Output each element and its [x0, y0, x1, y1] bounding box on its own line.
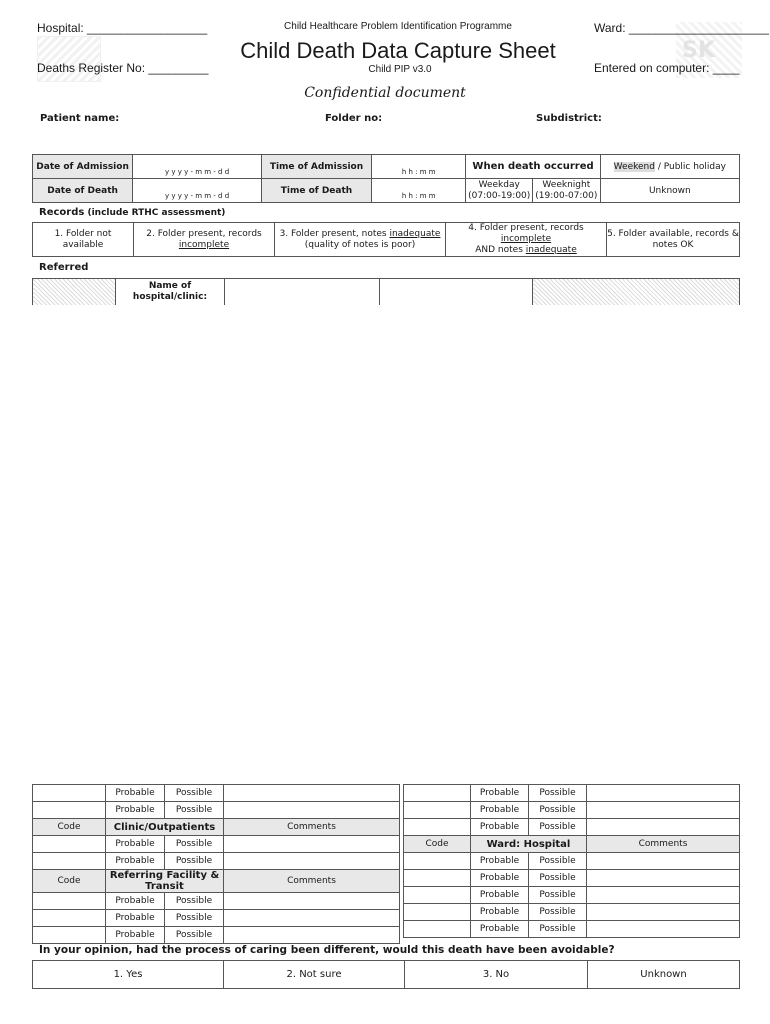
code-cell[interactable]	[33, 927, 106, 944]
admission-table	[32, 154, 740, 203]
problems-left-table	[32, 784, 400, 944]
records-option-1-text: 1. Folder not available	[54, 228, 112, 250]
probable-option[interactable]: Probable	[471, 921, 529, 938]
ward-field[interactable]: Ward: _____________________	[594, 21, 770, 35]
clinic-outpatients-header: Clinic/Outpatients	[106, 819, 224, 836]
avoidable-no-option[interactable]: 3. No	[405, 961, 588, 989]
referred-table	[32, 278, 740, 305]
records-option-4[interactable]	[446, 223, 607, 257]
code-cell[interactable]	[33, 802, 106, 819]
probable-option[interactable]: Probable	[106, 893, 165, 910]
comments-header: Comments	[224, 819, 400, 836]
page-title: Child Death Data Capture Sheet	[240, 38, 556, 63]
records-option-3[interactable]	[275, 223, 446, 257]
code-cell[interactable]	[404, 904, 471, 921]
comment-cell[interactable]	[587, 853, 740, 870]
code-header: Code	[33, 819, 106, 836]
possible-option[interactable]: Possible	[529, 887, 587, 904]
records-option-5-text: 5. Folder available, records & notes OK	[607, 228, 739, 250]
date-admission-input[interactable]: y y y y - m m - d d	[133, 155, 262, 179]
code-cell[interactable]	[404, 853, 471, 870]
possible-option[interactable]: Possible	[165, 802, 224, 819]
public-holiday-text: / Public holiday	[654, 161, 726, 172]
probable-option[interactable]: Probable	[106, 785, 165, 802]
possible-option[interactable]: Possible	[529, 802, 587, 819]
weekday-option[interactable]: Weekday (07:00-19:00)	[466, 179, 533, 203]
possible-option[interactable]: Possible	[165, 893, 224, 910]
entered-on-computer-field[interactable]: Entered on computer: ____	[594, 61, 740, 75]
comments-header: Comments	[587, 836, 740, 853]
probable-option[interactable]: Probable	[106, 853, 165, 870]
referring-facility-header: Referring Facility & Transit	[106, 870, 224, 893]
records-note: (include RTHC assessment)	[84, 208, 226, 218]
avoidable-options-table	[32, 960, 740, 989]
patient-name-field[interactable]: Patient name:	[40, 113, 120, 124]
weekend-text: Weekend	[613, 161, 655, 172]
code-cell[interactable]	[404, 887, 471, 904]
comment-cell[interactable]	[224, 836, 400, 853]
possible-option[interactable]: Possible	[165, 927, 224, 944]
probable-option[interactable]: Probable	[106, 802, 165, 819]
records-option-3-note: (quality of notes is poor)	[304, 239, 416, 250]
comment-cell[interactable]	[224, 802, 400, 819]
comment-cell[interactable]	[587, 887, 740, 904]
probable-option[interactable]: Probable	[471, 802, 529, 819]
probable-option[interactable]: Probable	[471, 853, 529, 870]
hospital-field[interactable]: Hospital: __________________	[37, 21, 208, 35]
possible-option[interactable]: Possible	[529, 904, 587, 921]
possible-option[interactable]: Possible	[529, 921, 587, 938]
code-cell[interactable]	[33, 910, 106, 927]
code-cell[interactable]	[404, 819, 471, 836]
records-label: Records	[39, 207, 85, 218]
problems-right-table	[403, 784, 740, 938]
comment-cell[interactable]	[587, 785, 740, 802]
time-admission-input[interactable]: h h : m m	[371, 155, 465, 179]
hospital-clinic-label: Name of hospital/clinic:	[116, 279, 225, 305]
programme-name: Child Healthcare Problem Identification Programme	[284, 21, 512, 32]
version-label: Child PIP v3.0	[368, 64, 432, 75]
comment-cell[interactable]	[587, 802, 740, 819]
possible-option[interactable]: Possible	[529, 853, 587, 870]
records-option-3-text: 3. Folder present, notes	[279, 228, 390, 239]
ward-hospital-header: Ward: Hospital	[471, 836, 587, 853]
probable-option[interactable]: Probable	[106, 910, 165, 927]
comment-cell[interactable]	[224, 893, 400, 910]
comment-cell[interactable]	[224, 927, 400, 944]
comment-cell[interactable]	[224, 910, 400, 927]
records-option-1[interactable]	[33, 223, 134, 257]
deaths-register-field[interactable]: Deaths Register No: _________	[37, 61, 209, 75]
code-cell[interactable]	[404, 785, 471, 802]
records-option-2-text: 2. Folder present, records	[146, 228, 262, 239]
subdistrict-field[interactable]: Subdistrict:	[536, 113, 602, 124]
comment-cell[interactable]	[587, 870, 740, 887]
probable-option[interactable]: Probable	[471, 785, 529, 802]
when-death-label: When death occurred	[466, 155, 600, 179]
confidential-notice: Confidential document	[304, 85, 466, 101]
unknown-time-option[interactable]: Unknown	[600, 179, 739, 203]
code-cell[interactable]	[404, 802, 471, 819]
comment-cell[interactable]	[224, 853, 400, 870]
code-header: Code	[404, 836, 471, 853]
code-cell[interactable]	[404, 921, 471, 938]
probable-option[interactable]: Probable	[106, 927, 165, 944]
records-option-4-underline: incomplete	[500, 234, 552, 244]
code-cell[interactable]	[33, 853, 106, 870]
folder-no-field[interactable]: Folder no:	[325, 113, 383, 124]
referred-heading: Referred	[39, 262, 89, 273]
comments-header: Comments	[224, 870, 400, 893]
probable-option[interactable]: Probable	[106, 836, 165, 853]
code-cell[interactable]	[33, 785, 106, 802]
probable-option[interactable]: Probable	[471, 819, 529, 836]
weeknight-option[interactable]: Weeknight (19:00-07:00)	[533, 179, 601, 203]
records-option-4-text-2: AND notes	[475, 245, 526, 255]
referred-hatch-left	[33, 279, 116, 305]
probable-option[interactable]: Probable	[471, 904, 529, 921]
possible-option[interactable]: Possible	[165, 785, 224, 802]
code-cell[interactable]	[404, 870, 471, 887]
avoidable-unknown-option[interactable]: Unknown	[588, 961, 740, 989]
avoidable-yes-option[interactable]: 1. Yes	[33, 961, 224, 989]
possible-option[interactable]: Possible	[529, 819, 587, 836]
records-option-4-underline-2: inadequate	[525, 245, 577, 255]
records-heading	[39, 207, 225, 218]
code-cell[interactable]	[33, 836, 106, 853]
records-option-4-text: 4. Folder present, records	[468, 223, 584, 233]
avoidable-question: In your opinion, had the process of caring been different, would this death have been avoidable?	[39, 944, 615, 956]
time-death-input[interactable]: h h : m m	[371, 179, 465, 203]
comment-cell[interactable]	[587, 819, 740, 836]
records-option-5[interactable]	[607, 223, 740, 257]
date-death-input[interactable]: y y y y - m m - d d	[133, 179, 262, 203]
avoidable-not-sure-option[interactable]: 2. Not sure	[224, 961, 405, 989]
records-option-3-underline: inadequate	[389, 228, 441, 239]
comment-cell[interactable]	[224, 785, 400, 802]
weekend-option[interactable]	[600, 155, 739, 179]
hospital-clinic-input-2[interactable]	[380, 279, 533, 305]
referred-hatch-right	[533, 279, 740, 305]
code-cell[interactable]	[33, 893, 106, 910]
watermark-left-logo	[37, 36, 101, 82]
comment-cell[interactable]	[587, 904, 740, 921]
time-death-label: Time of Death	[262, 179, 372, 203]
time-admission-label: Time of Admission	[262, 155, 372, 179]
records-option-2-underline: incomplete	[178, 239, 230, 250]
probable-option[interactable]: Probable	[471, 870, 529, 887]
probable-option[interactable]: Probable	[471, 887, 529, 904]
comment-cell[interactable]	[587, 921, 740, 938]
code-header: Code	[33, 870, 106, 893]
hospital-clinic-input-1[interactable]	[225, 279, 380, 305]
watermark-right-logo: SK	[676, 22, 742, 78]
possible-option[interactable]: Possible	[165, 836, 224, 853]
date-admission-label: Date of Admission	[33, 155, 133, 179]
possible-option[interactable]: Possible	[529, 870, 587, 887]
records-option-2[interactable]	[134, 223, 275, 257]
possible-option[interactable]: Possible	[165, 853, 224, 870]
records-table	[32, 222, 740, 257]
possible-option[interactable]: Possible	[165, 910, 224, 927]
possible-option[interactable]: Possible	[529, 785, 587, 802]
date-death-label: Date of Death	[33, 179, 133, 203]
